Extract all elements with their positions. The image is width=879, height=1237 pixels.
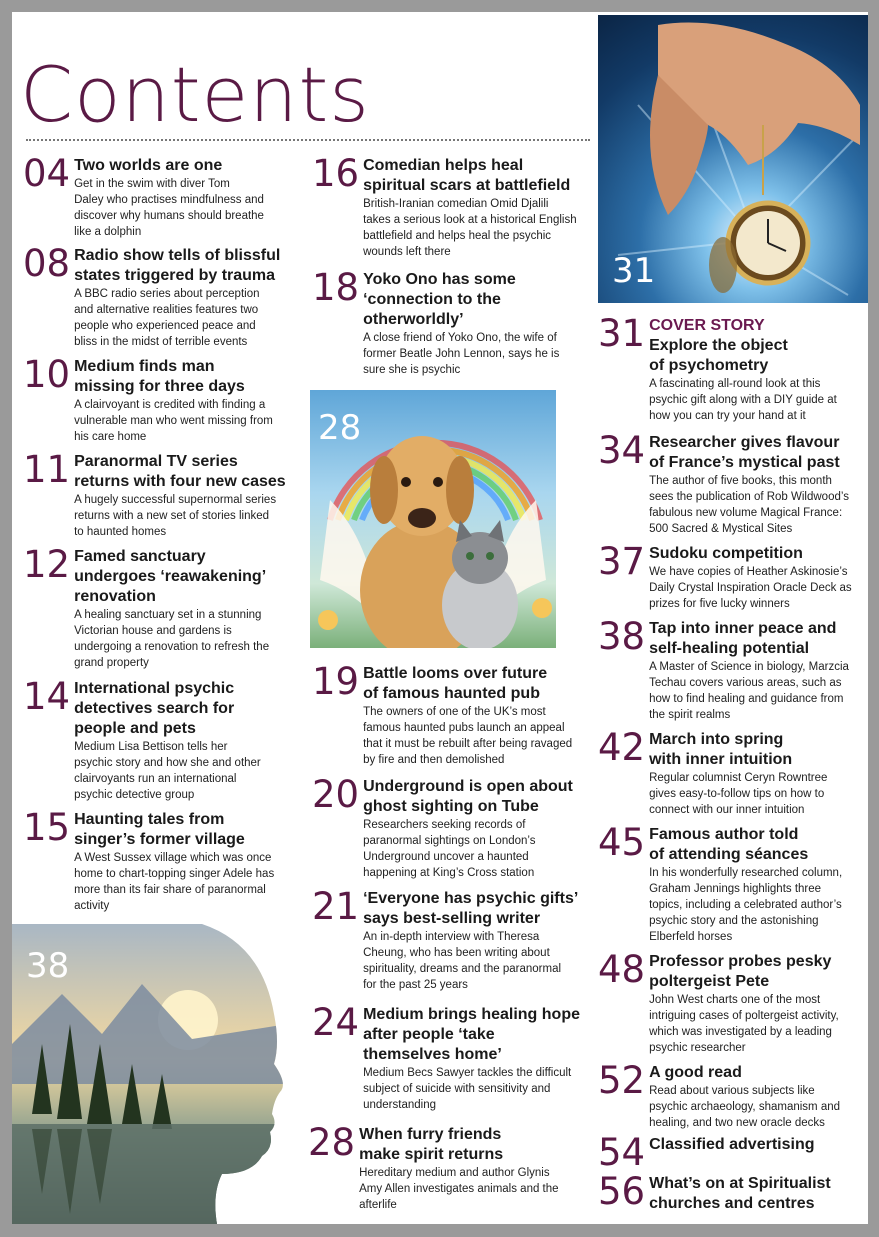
entry-28[interactable] [308, 1121, 593, 1213]
entry-38[interactable] [598, 615, 866, 723]
entry-19[interactable] [312, 660, 597, 768]
entry-14[interactable] [23, 675, 308, 803]
entry-page-number: 08 [23, 242, 71, 285]
cover-story-label: COVER STORY [649, 317, 765, 334]
entry-page-number: 15 [23, 806, 71, 849]
pocket-watch-image [598, 15, 868, 303]
entry-description: Get in the swim with diver Tom Daley who practises mindfulness and discover why humans should breathe like a dolphin [74, 178, 264, 238]
entry-headline: Radio show tells of blissful states triggered by trauma [74, 247, 281, 284]
entry-description: An in-depth interview with Theresa Cheung, who has been writing about spirituality, dreams and the paranormal for the past 25 years [363, 931, 562, 991]
entry-page-number: 10 [23, 353, 71, 396]
entry-headline: Tap into inner peace and self-healing potential [649, 620, 837, 657]
entry-description: A close friend of Yoko Ono, the wife of former Beatle John Lennon, says he is sure she is psychic [363, 332, 560, 376]
entry-headline: A good read [649, 1064, 742, 1081]
entry-headline: Researcher gives flavour of France’s mystical past [649, 434, 840, 471]
entry-page-number: 18 [312, 266, 360, 309]
entry-page-number: 34 [598, 429, 646, 472]
entry-page-number: 14 [23, 675, 71, 718]
entry-11[interactable] [23, 448, 308, 540]
entry-description: A hugely successful supernormal series returns with a new set of stories linked to haunted homes [74, 494, 277, 538]
entry-description: We have copies of Heather Askinosie’s Daily Crystal Inspiration Oracle Deck as prizes for five lucky winners [649, 566, 852, 610]
entry-description: A healing sanctuary set in a stunning Victorian house and gardens is undergoing a renovation to refresh the grand property [74, 609, 270, 669]
entry-page-number: 45 [598, 821, 646, 864]
head-silhouette-page-number: 38 [26, 946, 70, 986]
entry-description: A West Sussex village which was once home to chart-topping singer Adele has more than its fair share of paranormal activity [74, 852, 275, 912]
entry-headline: Classified advertising [649, 1136, 815, 1153]
entry-headline: Yoko Ono has some ‘connection to the otherworldly’ [363, 271, 516, 328]
entry-20[interactable] [312, 773, 597, 881]
page-title: Contents [20, 50, 370, 139]
entry-headline: March into spring with inner intuition [649, 731, 793, 768]
entry-page-number: 52 [598, 1059, 646, 1102]
entry-54[interactable] [598, 1131, 866, 1174]
entry-headline: Haunting tales from singer’s former village [74, 811, 245, 848]
entry-34[interactable] [598, 429, 866, 537]
entry-page-number: 28 [308, 1121, 356, 1164]
entry-headline: When furry friends make spirit returns [359, 1126, 504, 1163]
entry-description: A fascinating all-round look at this psychic gift along with a DIY guide at how you can try your hand at it [649, 378, 837, 422]
entry-headline: Famed sanctuary undergoes ‘reawakening’ renovation [74, 548, 267, 605]
entry-page-number: 11 [23, 448, 71, 491]
entry-42[interactable] [598, 726, 866, 818]
entry-headline: Comedian helps heal spiritual scars at battlefield [363, 157, 571, 194]
entry-08[interactable] [23, 242, 303, 350]
entry-page-number: 21 [312, 885, 360, 928]
entry-48[interactable] [598, 948, 866, 1056]
entry-description: Hereditary medium and author Glynis Amy Allen investigates animals and the afterlife [359, 1167, 559, 1211]
entry-12[interactable] [23, 543, 308, 671]
entry-page-number: 16 [312, 152, 360, 195]
entry-page-number: 37 [598, 540, 646, 583]
entry-page-number: 48 [598, 948, 646, 991]
entry-description: Researchers seeking records of paranormal sightings on London’s Underground uncover a haunted happening at King’s Cross station [363, 819, 536, 879]
entry-15[interactable] [23, 806, 308, 914]
entry-page-number: 56 [598, 1170, 646, 1213]
entry-24[interactable] [312, 1001, 597, 1113]
entry-description: British-Iranian comedian Omid Djalili takes a serious look at a historical English battlefield and helps heal the psychic wounds left there [363, 198, 577, 258]
entry-56[interactable] [598, 1170, 866, 1214]
entry-headline: Famous author told of attending séances [649, 826, 809, 863]
entry-headline: Two worlds are one [74, 157, 223, 174]
entry-headline: Battle looms over future of famous haunted pub [363, 665, 548, 702]
entry-description: Read about various subjects like psychic archaeology, shamanism and healing, and two new oracle decks [649, 1085, 841, 1129]
entry-page-number: 54 [598, 1131, 646, 1174]
entry-headline: What’s on at Spiritualist churches and centres [649, 1175, 831, 1212]
entry-18[interactable] [312, 266, 597, 378]
dog-and-cat-image [310, 390, 556, 648]
entry-description: The author of five books, this month sees the publication of Rob Wildwood’s fabulous new volume Magical France: 500 Sacred & Mystical Sites [649, 475, 849, 535]
contents-page [12, 12, 868, 1224]
dotted-divider [26, 139, 590, 141]
entry-description: The owners of one of the UK’s most famous haunted pubs launch an appeal that it must be rebuilt after being ravaged by fire and then demolished [363, 706, 573, 766]
entry-description: John West charts one of the most intriguing cases of poltergeist activity, which was investigated by a leading psychic researcher [649, 994, 839, 1054]
entry-headline: Professor probes pesky poltergeist Pete [649, 953, 832, 990]
entry-description: A Master of Science in biology, Marzcia Techau covers various areas, such as how to find healing and guidance from the spirit realms [649, 661, 849, 721]
entry-headline: Paranormal TV series returns with four new cases [74, 453, 286, 490]
entry-page-number: 42 [598, 726, 646, 769]
entry-headline: Explore the object of psychometry [649, 337, 788, 374]
entry-52[interactable] [598, 1059, 866, 1131]
entry-headline: ‘Everyone has psychic gifts’ says best-selling writer [363, 890, 579, 927]
entry-description: Medium Lisa Bettison tells her psychic story and how she and other clairvoyants run an international psychic detective group [74, 741, 261, 801]
entry-16[interactable] [312, 152, 597, 260]
entry-headline: Medium finds man missing for three days [74, 358, 245, 395]
entry-description: A BBC radio series about perception and alternative realities features two people who experienced peace and bliss in the midst of terrible events [74, 288, 260, 348]
dog-and-cat-page-number: 28 [318, 408, 362, 448]
entry-headline: Underground is open about ghost sighting on Tube [363, 778, 573, 815]
entry-10[interactable] [23, 353, 303, 445]
entry-description: Regular columnist Ceryn Rowntree gives easy-to-follow tips on how to connect with our inner intuition [649, 772, 828, 816]
entry-description: Medium Becs Sawyer tackles the difficult subject of suicide with sensitivity and understanding [363, 1067, 572, 1111]
entry-headline: Sudoku competition [649, 545, 803, 562]
entry-description: In his wonderfully researched column, Graham Jennings highlights three topics, including a celebrated author’s psychic story and the astonishing Elberfeld horses [649, 867, 843, 943]
head-silhouette-image [12, 924, 288, 1224]
entry-page-number: 38 [598, 615, 646, 658]
entry-description: A clairvoyant is credited with finding a vulnerable man who went missing from his care home [74, 399, 273, 443]
entry-page-number: 24 [312, 1001, 360, 1044]
entry-04[interactable] [23, 152, 303, 240]
entry-page-number: 04 [23, 152, 71, 195]
entry-21[interactable] [312, 885, 597, 993]
entry-page-number: 20 [312, 773, 360, 816]
entry-page-number: 31 [598, 312, 646, 355]
entry-headline: Medium brings healing hope after people ‘take themselves home’ [363, 1006, 580, 1063]
entry-page-number: 12 [23, 543, 71, 586]
entry-37[interactable] [598, 540, 866, 612]
entry-page-number: 19 [312, 660, 360, 703]
pocket-watch-page-number: 31 [612, 251, 656, 291]
entry-31-cover-story[interactable] [598, 312, 866, 424]
entry-45[interactable] [598, 821, 866, 945]
entry-headline: International psychic detectives search for people and pets [74, 680, 235, 737]
